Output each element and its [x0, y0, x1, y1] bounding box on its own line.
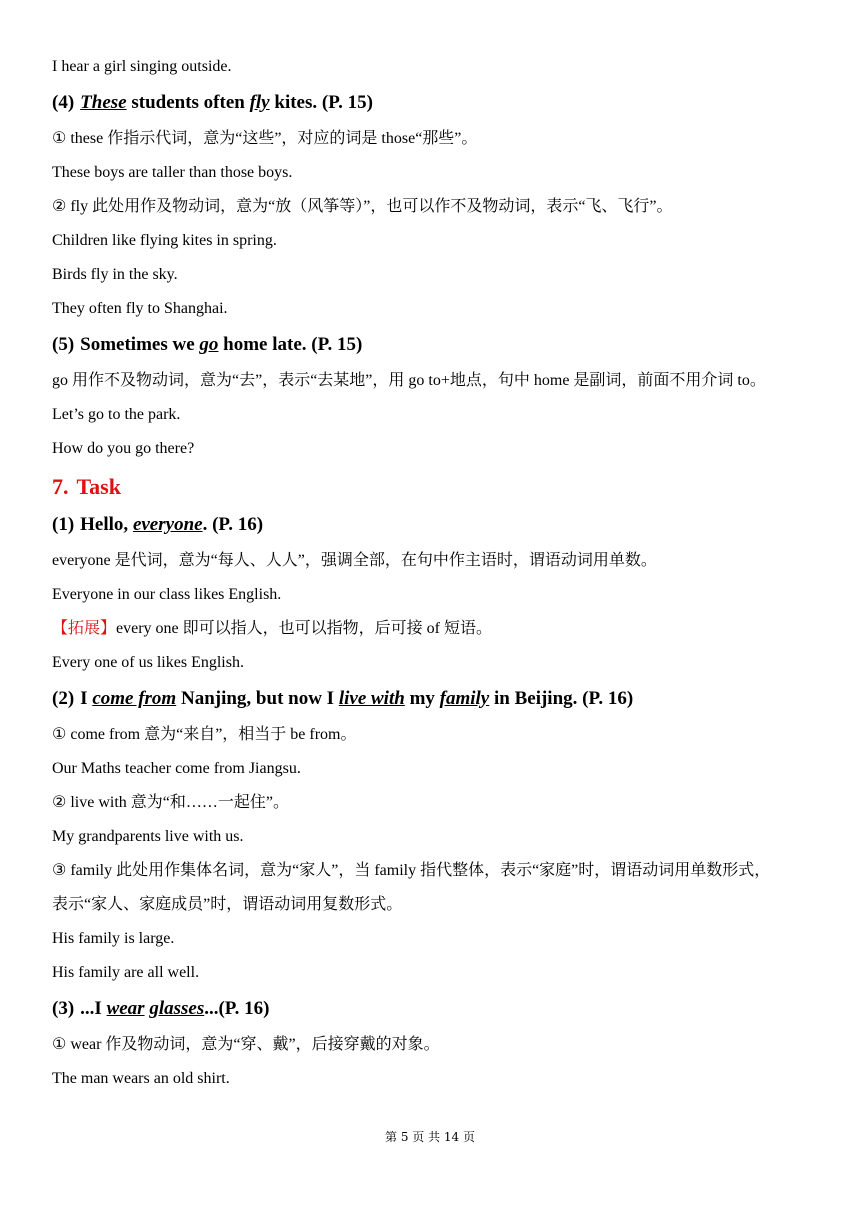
example-sentence: Our Maths teacher come from Jiangsu.	[52, 760, 301, 777]
example-sentence: Everyone in our class likes English.	[52, 586, 282, 603]
heading-number: (2)	[52, 688, 75, 709]
explanation: ② live with 意为“和……一起住”。	[52, 794, 289, 811]
explanation-continued: 表示“家人、家庭成员”时，谓语动词用复数形式。	[52, 896, 403, 913]
extension-note	[52, 619, 832, 639]
key-word: everyone	[132, 514, 203, 535]
page-footer: 第 5 页 共 14 页	[385, 1130, 475, 1144]
heading-text: Sometimes we	[80, 334, 200, 355]
heading-text: home late. (P. 15)	[218, 334, 363, 355]
example-sentence: His family are all well.	[52, 964, 200, 981]
extension-tag: 【拓展】	[52, 620, 117, 637]
example-sentence: His family is large.	[52, 930, 175, 947]
section-name: Task	[76, 474, 121, 499]
section-title	[52, 473, 832, 501]
key-word: go	[199, 334, 219, 355]
page-content	[52, 57, 832, 1103]
point-heading-1	[52, 513, 832, 537]
key-word: glasses	[149, 998, 205, 1019]
heading-text: students often	[126, 92, 250, 113]
heading-text: Nanjing, but now I	[176, 688, 339, 709]
point-heading-4	[52, 91, 832, 115]
explanation: ① wear 作及物动词，意为“穿、戴”，后接穿戴的对象。	[52, 1036, 440, 1053]
example-sentence: Birds fly in the sky.	[52, 266, 178, 283]
heading-text: ...(P. 16)	[204, 998, 270, 1019]
explanation: go 用作不及物动词，意为“去”，表示“去某地”，用 go to+地点，句中 home 是副词，前面不用介词 to。	[52, 372, 766, 389]
example-sentence: These boys are taller than those boys.	[52, 164, 293, 181]
explanation: ③ family 此处用作集体名词，意为“家人”，当 family 指代整体，表示“家庭”时，谓语动词用单数形式，	[52, 862, 771, 879]
heading-text: in Beijing. (P. 16)	[489, 688, 634, 709]
example-sentence: The man wears an old shirt.	[52, 1070, 230, 1087]
heading-text: my	[404, 688, 440, 709]
heading-text: kites. (P. 15)	[269, 92, 373, 113]
example-sentence: My grandparents live with us.	[52, 828, 244, 845]
heading-number: (3)	[52, 998, 75, 1019]
heading-number: (5)	[52, 334, 75, 355]
point-heading-5	[52, 333, 832, 357]
key-word: live with	[338, 688, 405, 709]
key-word: These	[80, 92, 127, 113]
explanation: ② fly 此处用作及物动词，意为“放（风筝等）”，也可以作不及物动词，表示“飞、飞行”。	[52, 198, 673, 215]
point-heading-3	[52, 997, 832, 1021]
heading-text: . (P. 16)	[202, 514, 264, 535]
key-word: fly	[249, 92, 270, 113]
heading-number: (4)	[52, 92, 75, 113]
heading-text: I	[80, 688, 93, 709]
example-sentence: Every one of us likes English.	[52, 654, 244, 671]
explanation: everyone 是代词，意为“每人、人人”，强调全部，在句中作主语时，谓语动词用单数。	[52, 552, 657, 569]
example-sentence: Children like flying kites in spring.	[52, 232, 277, 249]
heading-number: (1)	[52, 514, 75, 535]
heading-text: ...I	[80, 998, 107, 1019]
example-sentence: They often fly to Shanghai.	[52, 300, 228, 317]
extension-text: every one 即可以指人，也可以指物，后可接 of 短语。	[116, 620, 492, 637]
example-sentence: Let’s go to the park.	[52, 406, 181, 423]
heading-text: Hello,	[80, 514, 133, 535]
example-sentence: I hear a girl singing outside.	[52, 58, 232, 75]
explanation: ① these 作指示代词，意为“这些”，对应的词是 those“那些”。	[52, 130, 478, 147]
explanation: ① come from 意为“来自”，相当于 be from。	[52, 726, 357, 743]
example-sentence: How do you go there?	[52, 440, 195, 457]
point-heading-2	[52, 687, 832, 711]
key-word: come from	[92, 688, 177, 709]
section-number: 7.	[52, 474, 69, 499]
key-word: wear	[106, 998, 145, 1019]
key-word: family	[439, 688, 490, 709]
